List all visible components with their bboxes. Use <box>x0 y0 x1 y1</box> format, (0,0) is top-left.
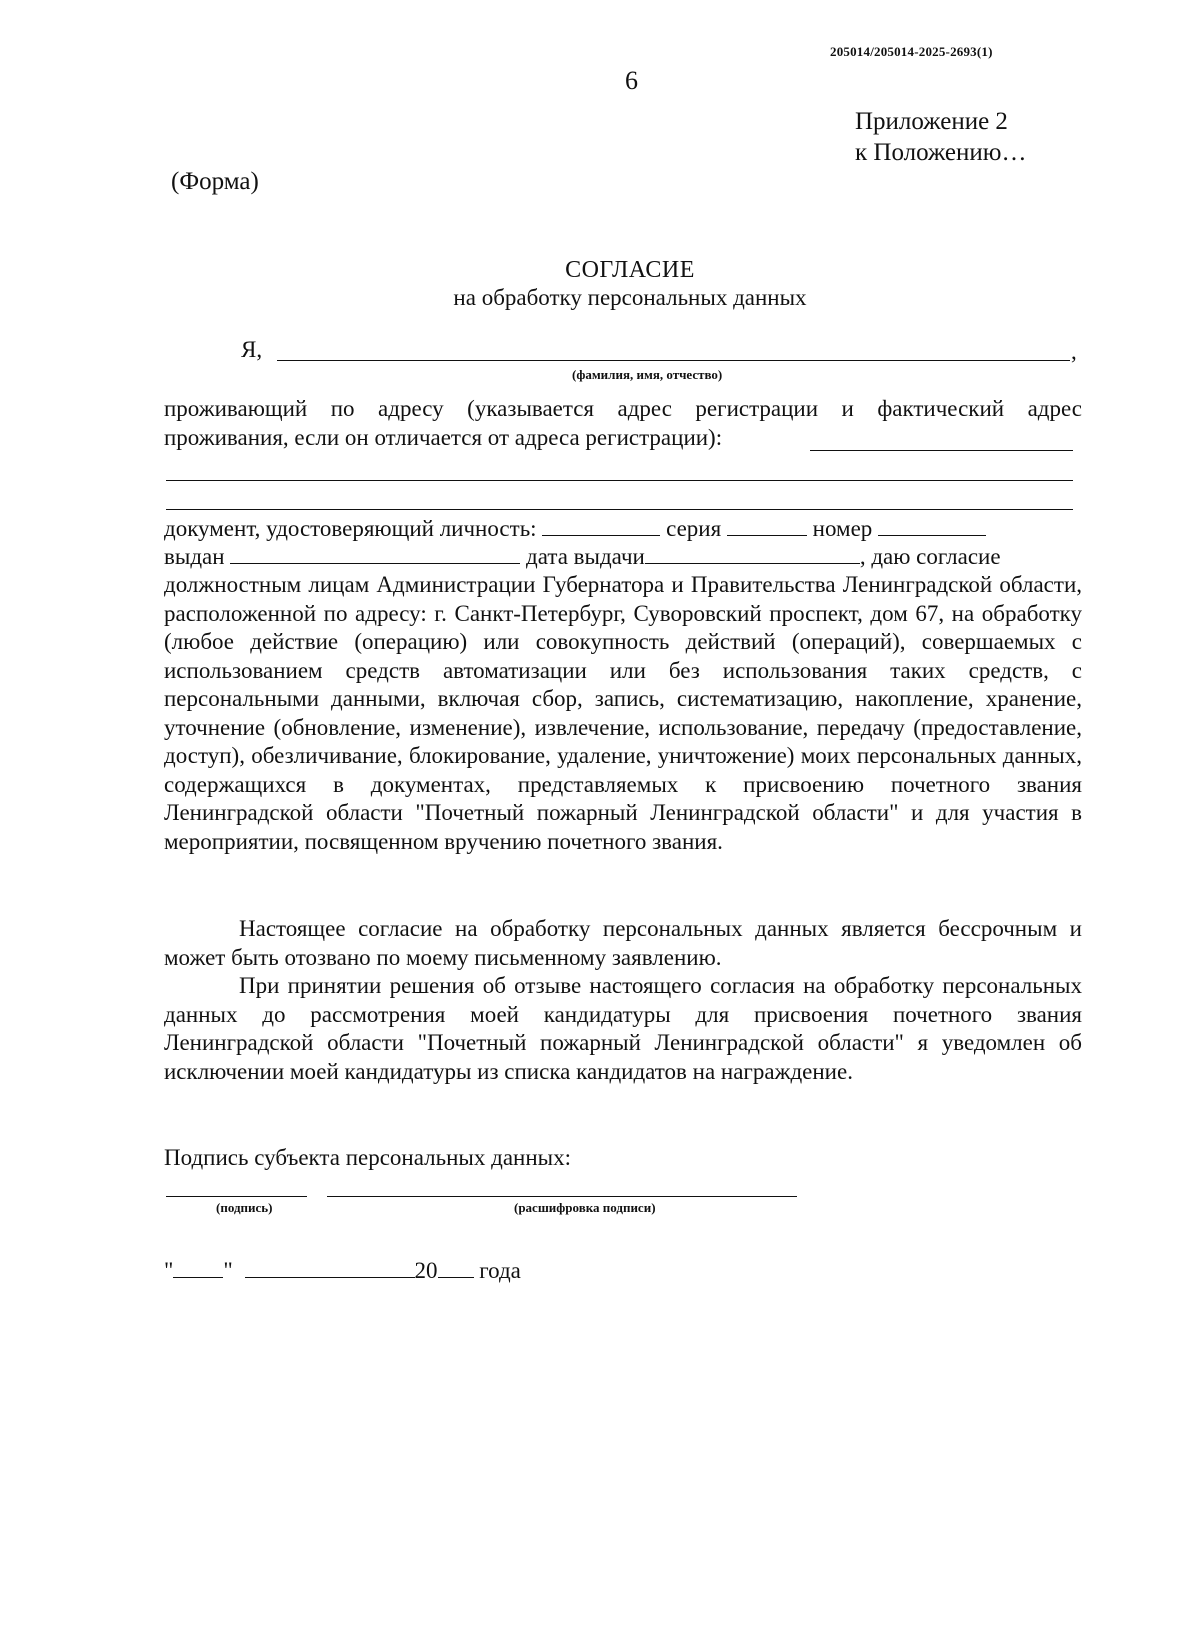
full-name-caption: (фамилия, имя, отчество) <box>572 367 723 382</box>
name-lead: Я, <box>241 337 263 362</box>
address-line-1: проживающий по адресу (указывается адрес регистрации и фактический адрес <box>164 396 1082 421</box>
issued-row <box>164 543 1082 572</box>
date-day-field[interactable] <box>173 1257 223 1278</box>
appendix-line-2: к Положению… <box>855 139 1027 166</box>
identity-document-label: документ, удостоверяющий личность: <box>164 516 537 541</box>
address-line-2: проживания, если он отличается от адреса регистрации): <box>164 425 723 450</box>
form-label: (Форма) <box>171 168 259 195</box>
address-field-3[interactable] <box>166 509 1073 510</box>
consent-tail: , даю согласие <box>859 544 1001 569</box>
number-field[interactable] <box>878 515 986 536</box>
issue-date-field[interactable] <box>645 543 860 564</box>
name-trail: , <box>1071 339 1077 364</box>
appendix-line-1: Приложение 2 <box>855 108 1008 135</box>
issued-by-label: выдан <box>164 544 225 569</box>
date-quote-close: " <box>223 1258 233 1283</box>
consent-main-paragraph: должностным лицам Администрации Губернатора и Правительства Ленинградской области, расположенной по адресу: г. Санкт-Петербург, Суворовский проспект, дом 67, на обработку (любое действие (операцию) или совокупность действий (операций), совершаемых с использованием средств автоматизации или без использования таких средств, с персональными данными, включая сбор, запись, систематизацию, накопление, хранение, уточнение (обновление, изменение), извлечение, использование, передачу (предоставление, доступ), обезличивание, блокирование, удаление, уничтожение) моих персональных данных, содержащихся в документах, представляемых к присвоению почетного звания Ленинградской области "Почетный пожарный Ленинградской области" и для участия в мероприятии, посвященном вручению почетного звания. <box>164 572 1082 854</box>
issue-date-label: дата выдачи <box>526 544 645 569</box>
full-name-field[interactable] <box>277 360 1070 361</box>
document-title: СОГЛАСИЕ <box>565 257 695 283</box>
address-field-2[interactable] <box>166 480 1073 481</box>
document-subtitle: на обработку персональных данных <box>453 285 807 310</box>
signature-field[interactable] <box>166 1196 307 1197</box>
number-label: номер <box>812 516 873 541</box>
page-number: 6 <box>625 66 638 95</box>
identity-document-field[interactable] <box>542 515 660 536</box>
date-year-field[interactable] <box>438 1257 474 1278</box>
series-field[interactable] <box>727 515 807 536</box>
signature-decoding-field[interactable] <box>327 1196 797 1197</box>
date-month-field[interactable] <box>245 1257 415 1278</box>
date-year-prefix: 20 <box>414 1258 438 1283</box>
date-quote-open: " <box>164 1258 174 1283</box>
appendix-reference <box>855 106 1026 168</box>
consent-withdrawal-paragraph: При принятии решения об отзыве настоящего согласия на обработку персональных данных до рассмотрения моей кандидатуры для присвоения почетного звания Ленинградской области "Почетный пожарный Ленинградской области" я уведомлен об исключении моей кандидатуры из списка кандидатов на награждение. <box>164 973 1082 1084</box>
address-field-1[interactable] <box>810 450 1073 451</box>
signature-decoding-caption: (расшифровка подписи) <box>514 1200 656 1215</box>
signature-caption: (подпись) <box>216 1200 273 1215</box>
document-id: 205014/205014-2025-2693(1) <box>830 44 993 59</box>
issued-by-field[interactable] <box>230 543 520 564</box>
series-label: серия <box>666 516 722 541</box>
date-row <box>164 1257 521 1286</box>
identity-document-row <box>164 515 1082 544</box>
consent-validity-paragraph: Настоящее согласие на обработку персональных данных является бессрочным и может быть отозвано по моему письменному заявлению. <box>164 916 1082 970</box>
signature-label: Подпись субъекта персональных данных: <box>164 1145 572 1170</box>
date-year-suffix: года <box>479 1258 521 1283</box>
